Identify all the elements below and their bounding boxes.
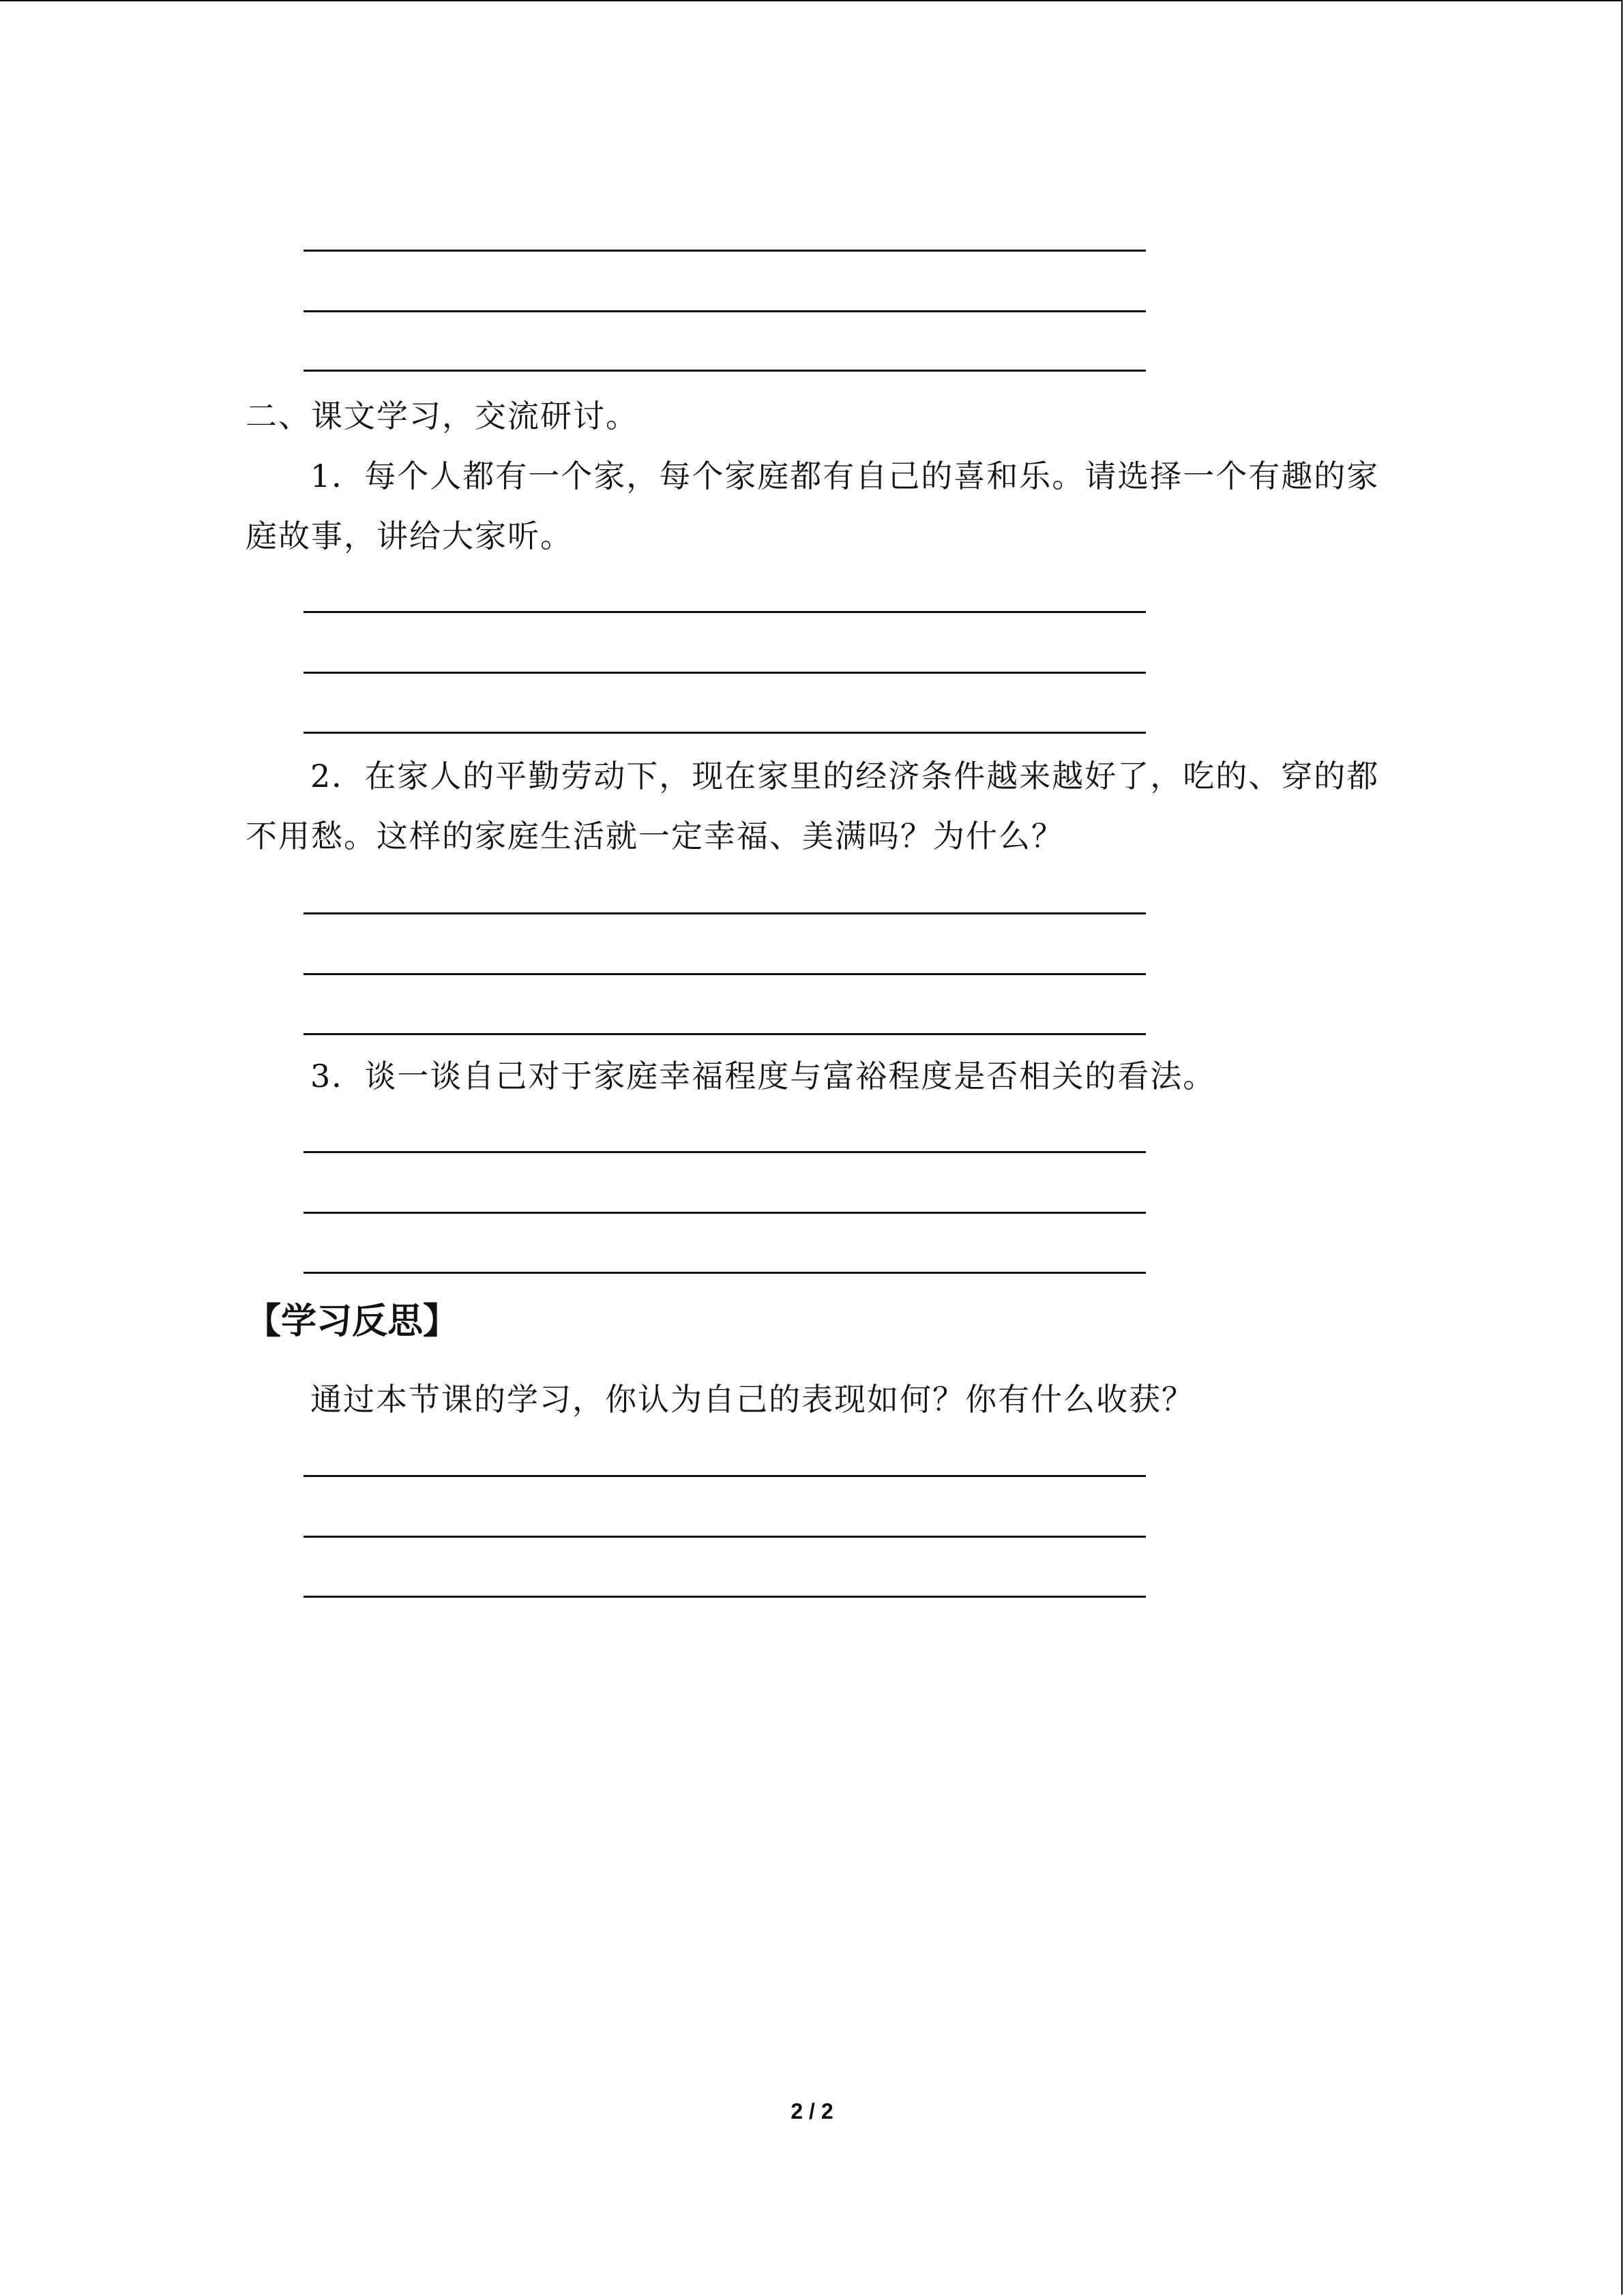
reflection-prompt: 通过本节课的学习，你认为自己的表现如何？你有什么收获？ (310, 1381, 1194, 1418)
answer-line-q2[interactable] (304, 1033, 1146, 1035)
answer-line-q1[interactable] (304, 672, 1146, 674)
answer-line-q2[interactable] (304, 973, 1146, 975)
section-2-title: 二、课文学习，交流研讨。 (246, 398, 638, 434)
answer-line-q2[interactable] (304, 912, 1146, 914)
answer-line[interactable] (304, 310, 1146, 312)
answer-line-q3[interactable] (304, 1151, 1146, 1153)
answer-line[interactable] (304, 370, 1146, 372)
answer-line-q3[interactable] (304, 1212, 1146, 1214)
question-1-line-1: 1．每个人都有一个家，每个家庭都有自己的喜和乐。请选择一个有趣的家 (310, 458, 1380, 494)
answer-line[interactable] (304, 250, 1146, 252)
answer-line-q1[interactable] (304, 611, 1146, 613)
reflection-heading: 【学习反思】 (246, 1301, 459, 1342)
question-2-line-2: 不用愁。这样的家庭生活就一定幸福、美满吗？为什么？ (246, 818, 1064, 854)
question-3: 3．谈一谈自己对于家庭幸福程度与富裕程度是否相关的看法。 (310, 1058, 1216, 1094)
question-1-line-2: 庭故事，讲给大家听。 (246, 518, 573, 554)
answer-line-reflection[interactable] (304, 1475, 1146, 1477)
page-number: 2 / 2 (791, 2099, 833, 2123)
question-2-line-1: 2．在家人的平勤劳动下，现在家里的经济条件越来越好了，吃的、穿的都 (310, 758, 1380, 794)
answer-line-q1[interactable] (304, 732, 1146, 734)
answer-line-reflection[interactable] (304, 1596, 1146, 1598)
answer-line-reflection[interactable] (304, 1536, 1146, 1538)
answer-line-q3[interactable] (304, 1272, 1146, 1274)
